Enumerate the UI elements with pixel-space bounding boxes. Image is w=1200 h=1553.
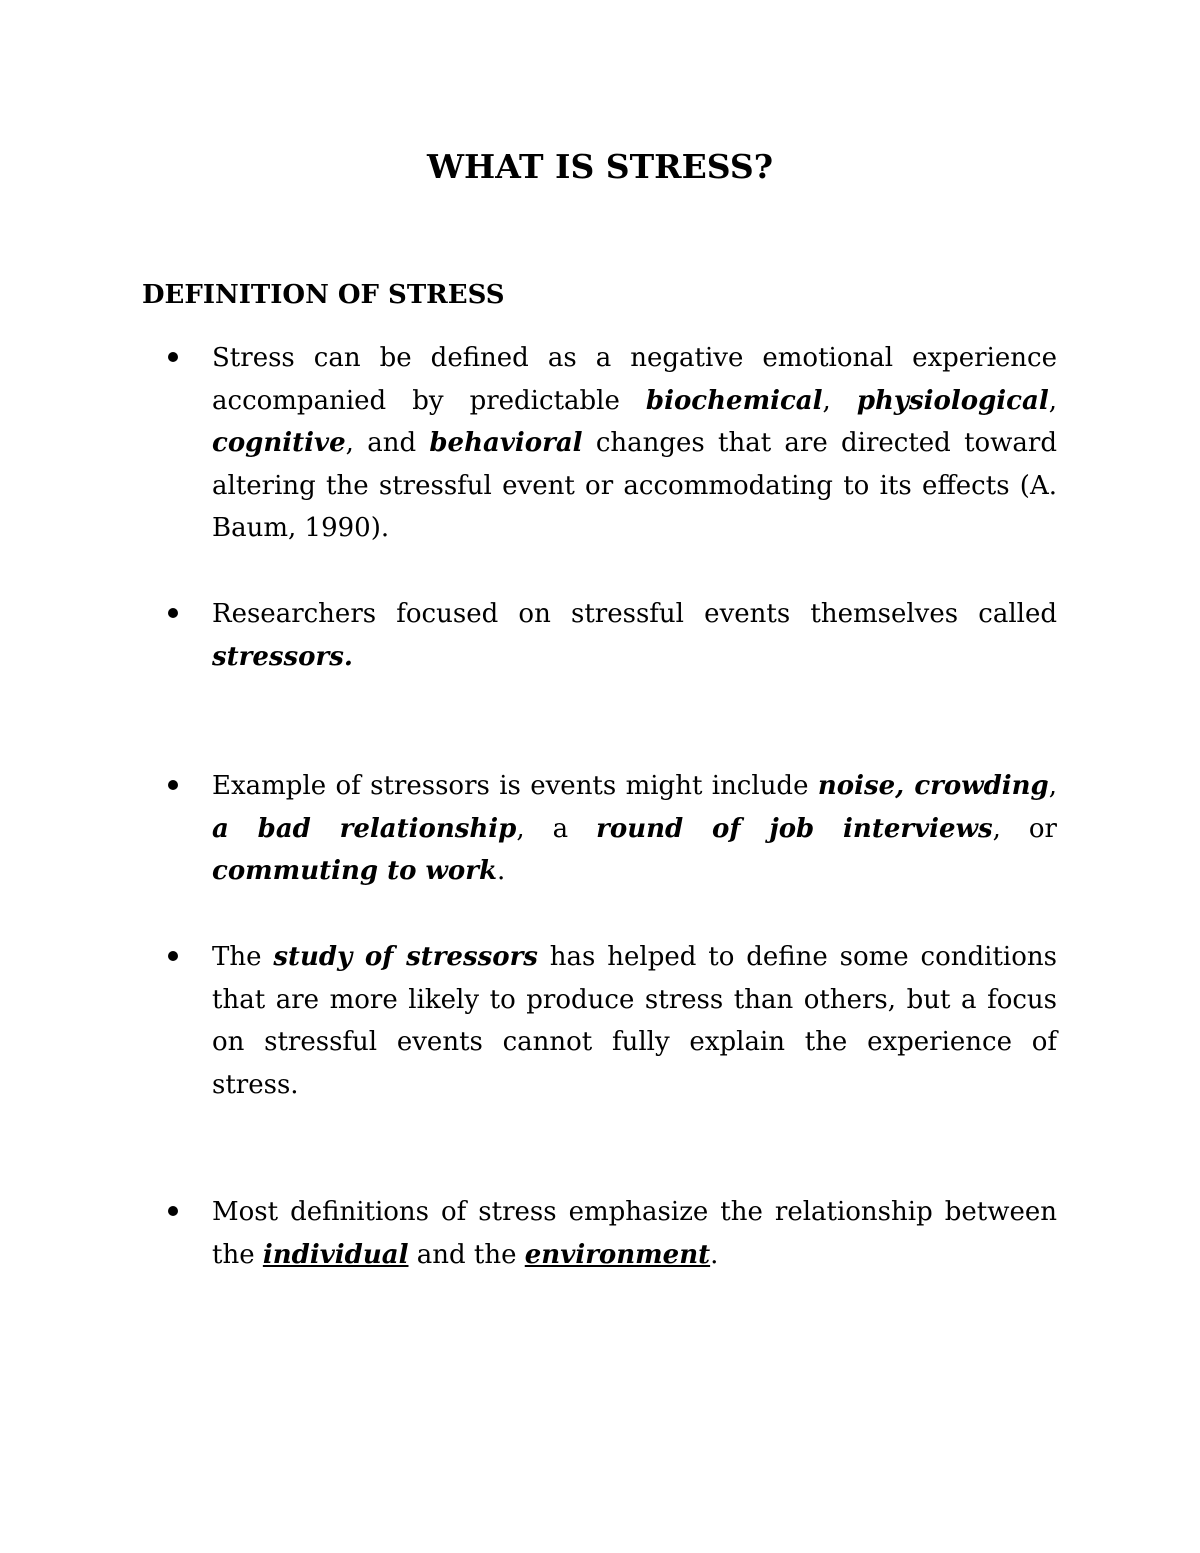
text-run: Researchers focused on stressful events themselves called (212, 599, 1057, 629)
text-run: . (496, 856, 506, 886)
emphasis-stressors: stressors. (212, 641, 353, 672)
emphasis-environment: environment (524, 1239, 711, 1270)
text-run: . (710, 1239, 719, 1270)
text-run: The (212, 942, 274, 972)
bullet-item-examples (168, 765, 1058, 893)
bullet-dot-icon (168, 352, 178, 362)
bullet-text (212, 765, 1057, 893)
emphasis-physiological: physiological (856, 385, 1049, 416)
text-run: Stress can be defined as a negative emotional experience accompanied by predictable (212, 343, 1057, 416)
text-run: , or (992, 813, 1057, 844)
bullet-dot-icon (168, 951, 178, 961)
text-run: has helped to define some conditions that are more likely to produce stress than others, but a focus on stressful events cannot fully explain the experience of stress. (212, 942, 1057, 1100)
emphasis-job-interviews: round of job interviews (596, 813, 993, 844)
emphasis-behavioral: behavioral (429, 428, 583, 458)
text-run: Most definitions of stress emphasize the relationship between the (212, 1197, 1057, 1270)
text-run: , (1048, 385, 1057, 416)
emphasis-study-of-stressors: study of stressors (273, 942, 538, 972)
document-title: WHAT IS STRESS? (426, 147, 774, 186)
text-run: , a (516, 813, 597, 844)
bullet-item-definition (168, 337, 1058, 550)
bullet-dot-icon (168, 780, 178, 790)
bullet-text (212, 337, 1057, 550)
bullet-text (212, 593, 1057, 678)
text-run: changes that are directed toward altering the stressful event or accommodating to its effects (A. Baum, 1990). (212, 428, 1057, 543)
text-run: , (1048, 771, 1057, 801)
text-run: and the (408, 1239, 525, 1270)
bullet-dot-icon (168, 608, 178, 618)
emphasis-individual: individual (262, 1239, 409, 1270)
text-run: Example of stressors is events might include (212, 771, 818, 801)
emphasis-bad-relationship: a bad relationship (212, 813, 517, 844)
section-heading: DEFINITION OF STRESS (142, 280, 505, 310)
emphasis-commuting: commuting to work (212, 856, 497, 886)
emphasis-noise-crowding: noise, crowding (817, 771, 1049, 801)
text-run: , (822, 385, 857, 416)
bullet-text (212, 1191, 1057, 1276)
text-run: , and (345, 428, 430, 458)
bullet-item-stressors (168, 593, 1058, 678)
emphasis-cognitive: cognitive (212, 428, 346, 458)
bullet-text (212, 936, 1057, 1106)
bullet-item-study (168, 936, 1058, 1106)
emphasis-biochemical: biochemical (645, 385, 823, 416)
bullet-item-relationship (168, 1191, 1058, 1276)
bullet-dot-icon (168, 1206, 178, 1216)
